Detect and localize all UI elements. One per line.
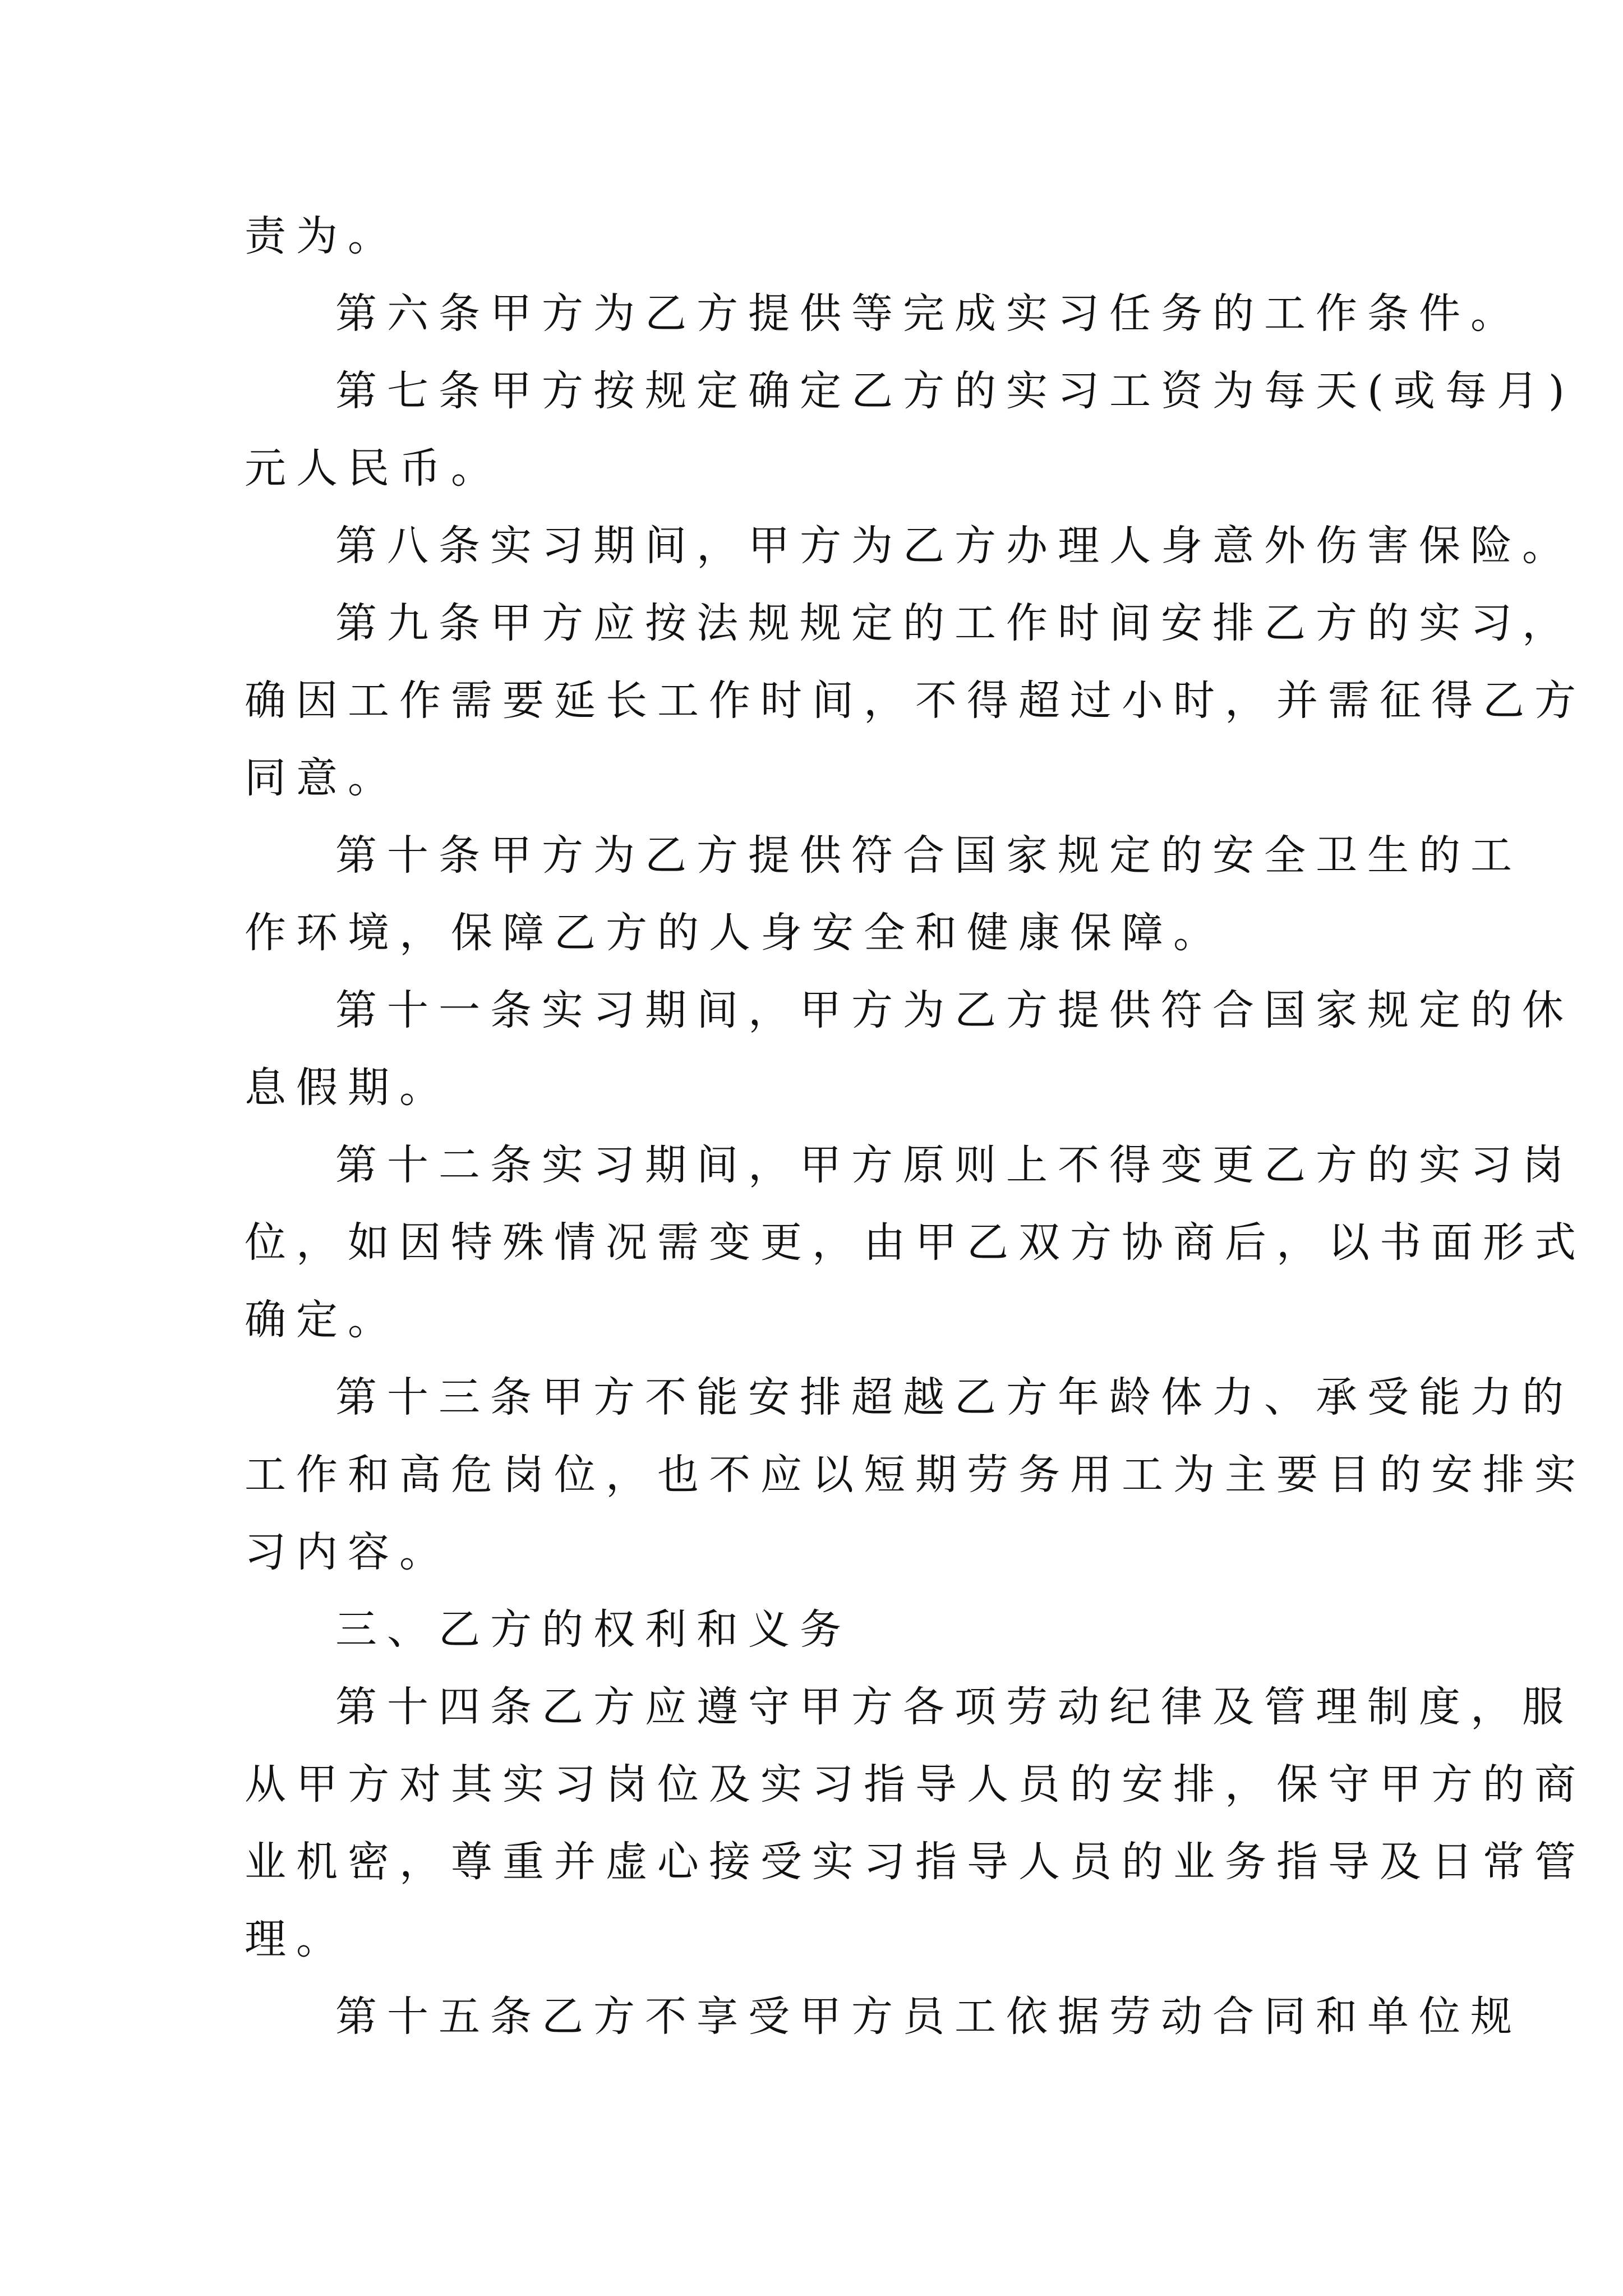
text-line: 第十二条实习期间，甲方原则上不得变更乙方的实习岗 — [335, 1141, 1574, 1189]
text-line: 位，如因特殊情况需变更，由甲乙双方协商后，以书面形式 — [245, 1218, 1586, 1267]
text-line: 作环境，保障乙方的人身安全和健康保障。 — [245, 909, 1225, 957]
text-line: 第八条实习期间，甲方为乙方办理人身意外伤害保险。 — [335, 522, 1574, 570]
text-line: 理。 — [245, 1915, 348, 1963]
text-line: 元人民币。 — [245, 444, 502, 493]
text-line: 同意。 — [245, 754, 399, 802]
text-line: 第七条甲方按规定确定乙方的实习工资为每天(或每月) — [335, 367, 1575, 415]
text-line: 第十三条甲方不能安排超越乙方年龄体力、承受能力的 — [335, 1373, 1574, 1421]
text-line: 第六条甲方为乙方提供等完成实习任务的工作条件。 — [335, 289, 1522, 338]
text-line: 息假期。 — [245, 1064, 451, 1112]
text-line: 第十一条实习期间，甲方为乙方提供符合国家规定的休 — [335, 986, 1574, 1034]
text-line: 工作和高危岗位，也不应以短期劳务用工为主要目的安排实 — [245, 1451, 1586, 1499]
text-line: 第九条甲方应按法规规定的工作时间安排乙方的实习， — [335, 599, 1574, 647]
text-line: 确定。 — [245, 1296, 399, 1344]
text-line: 第十四条乙方应遵守甲方各项劳动纪律及管理制度，服 — [335, 1683, 1574, 1731]
text-line: 业机密，尊重并虚心接受实习指导人员的业务指导及日常管 — [245, 1838, 1586, 1886]
text-line: 习内容。 — [245, 1528, 451, 1576]
text-line: 确因工作需要延长工作时间，不得超过小时，并需征得乙方 — [245, 677, 1586, 725]
text-line: 从甲方对其实习岗位及实习指导人员的安排，保守甲方的商 — [245, 1760, 1586, 1809]
section-heading: 三、乙方的权利和义务 — [335, 1605, 851, 1654]
document-body — [245, 197, 1586, 2055]
text-line: 第十条甲方为乙方提供符合国家规定的安全卫生的工 — [335, 831, 1522, 880]
text-line: 第十五条乙方不享受甲方员工依据劳动合同和单位规 — [335, 1993, 1522, 2041]
text-line: 责为。 — [245, 212, 399, 260]
